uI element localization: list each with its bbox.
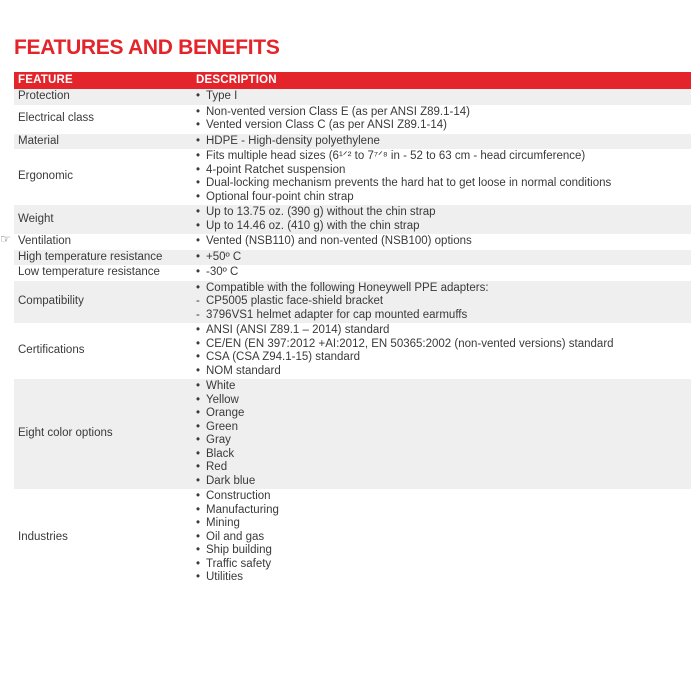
page-title: FEATURES AND BENEFITS	[14, 36, 280, 59]
description-list	[196, 206, 687, 233]
description-list	[196, 490, 687, 585]
list-item: • Gray	[196, 434, 687, 448]
list-item: • CE/EN (EN 397:2012 +AI:2012, EN 50365:2002 (non-vented versions) standard	[196, 338, 687, 352]
description-list	[196, 150, 687, 204]
description-list	[196, 135, 687, 149]
list-item: • Fits multiple head sizes (6¹ᐟ² to 7⁷ᐟ⁸ in - 52 to 63 cm - head circumference)	[196, 150, 687, 164]
list-item: • Green	[196, 421, 687, 435]
feature-cell: Compatibility	[14, 281, 192, 324]
feature-cell: Material	[14, 134, 192, 150]
features-table	[14, 72, 691, 586]
description-list	[196, 324, 687, 378]
list-item: - CP5005 plastic face-shield bracket	[196, 295, 687, 309]
description-cell	[192, 379, 691, 489]
feature-cell: Certifications	[18, 344, 85, 357]
table-row	[14, 234, 691, 250]
list-item: • Vented (NSB110) and non-vented (NSB100) options	[196, 235, 687, 249]
feature-cell: Industries	[18, 530, 68, 543]
description-cell	[192, 105, 691, 134]
description-cell	[192, 281, 691, 324]
feature-cell: High temperature resistance	[14, 250, 192, 266]
description-cell	[192, 149, 691, 205]
description-list	[196, 106, 687, 133]
description-list	[196, 380, 687, 488]
description-list	[196, 90, 687, 104]
list-item: • Oil and gas	[196, 531, 687, 545]
list-item: • CSA (CSA Z94.1-15) standard	[196, 351, 687, 365]
table-row	[14, 265, 691, 281]
table-row	[14, 250, 691, 266]
description-cell	[192, 265, 691, 281]
list-item: • White	[196, 380, 687, 394]
list-item: • Non-vented version Class E (as per ANSI Z89.1-14)	[196, 106, 687, 120]
list-item: • Utilities	[196, 571, 687, 585]
list-item: • HDPE - High-density polyethylene	[196, 135, 687, 149]
list-item: • +50º C	[196, 251, 687, 265]
list-item: • Manufacturing	[196, 504, 687, 518]
list-item: - 3796VS1 helmet adapter for cap mounted earmuffs	[196, 309, 687, 323]
list-item: • Red	[196, 461, 687, 475]
table-row	[14, 105, 691, 134]
list-item: • NOM standard	[196, 365, 687, 379]
table-row	[14, 205, 691, 234]
table-body	[14, 89, 691, 586]
list-item: • Ship building	[196, 544, 687, 558]
list-item: • Dual-locking mechanism prevents the hard hat to get loose in normal conditions	[196, 177, 687, 191]
feature-cell: Electrical class	[18, 112, 95, 125]
feature-cell: Low temperature resistance	[18, 266, 160, 278]
description-list	[196, 266, 687, 280]
table-header-row	[14, 72, 691, 89]
table-row	[14, 89, 691, 105]
list-item: • 4-point Ratchet suspension	[196, 164, 687, 178]
list-item: • Type I	[196, 90, 687, 104]
description-list	[196, 251, 687, 265]
table-row	[14, 134, 691, 150]
list-item: • -30º C	[196, 266, 687, 280]
description-list	[196, 235, 687, 249]
list-item: • Black	[196, 448, 687, 462]
table-row	[14, 489, 691, 586]
description-column-header: DESCRIPTION	[192, 72, 691, 89]
list-item: • ANSI (ANSI Z89.1 – 2014) standard	[196, 324, 687, 338]
table-row	[14, 379, 691, 489]
feature-cell: Ergonomic	[18, 170, 73, 183]
feature-cell: Protection	[14, 89, 192, 105]
table-row	[14, 149, 691, 205]
list-item: • Construction	[196, 490, 687, 504]
description-cell	[192, 134, 691, 150]
feature-column-header: FEATURE	[14, 72, 192, 89]
description-cell	[192, 234, 691, 250]
feature-cell: Ventilation	[18, 235, 72, 247]
description-cell	[192, 489, 691, 586]
description-cell	[192, 89, 691, 105]
list-item: • Dark blue	[196, 475, 687, 489]
list-item: • Traffic safety	[196, 558, 687, 572]
table-row	[14, 281, 691, 324]
cursor-icon: ☞	[0, 232, 11, 246]
list-item: • Up to 14.46 oz. (410 g) with the chin strap	[196, 220, 687, 234]
list-item: • Yellow	[196, 394, 687, 408]
list-item: • Up to 13.75 oz. (390 g) without the chin strap	[196, 206, 687, 220]
description-cell	[192, 250, 691, 266]
description-list	[196, 282, 687, 323]
list-item: • Vented version Class C (as per ANSI Z89.1-14)	[196, 119, 687, 133]
list-item: • Mining	[196, 517, 687, 531]
list-item: • Optional four-point chin strap	[196, 191, 687, 205]
table-row	[14, 323, 691, 379]
feature-cell: Eight color options	[14, 379, 192, 489]
list-item: • Compatible with the following Honeywell PPE adapters:	[196, 282, 687, 296]
feature-cell: Weight	[14, 205, 192, 234]
description-cell	[192, 205, 691, 234]
list-item: • Orange	[196, 407, 687, 421]
description-cell	[192, 323, 691, 379]
